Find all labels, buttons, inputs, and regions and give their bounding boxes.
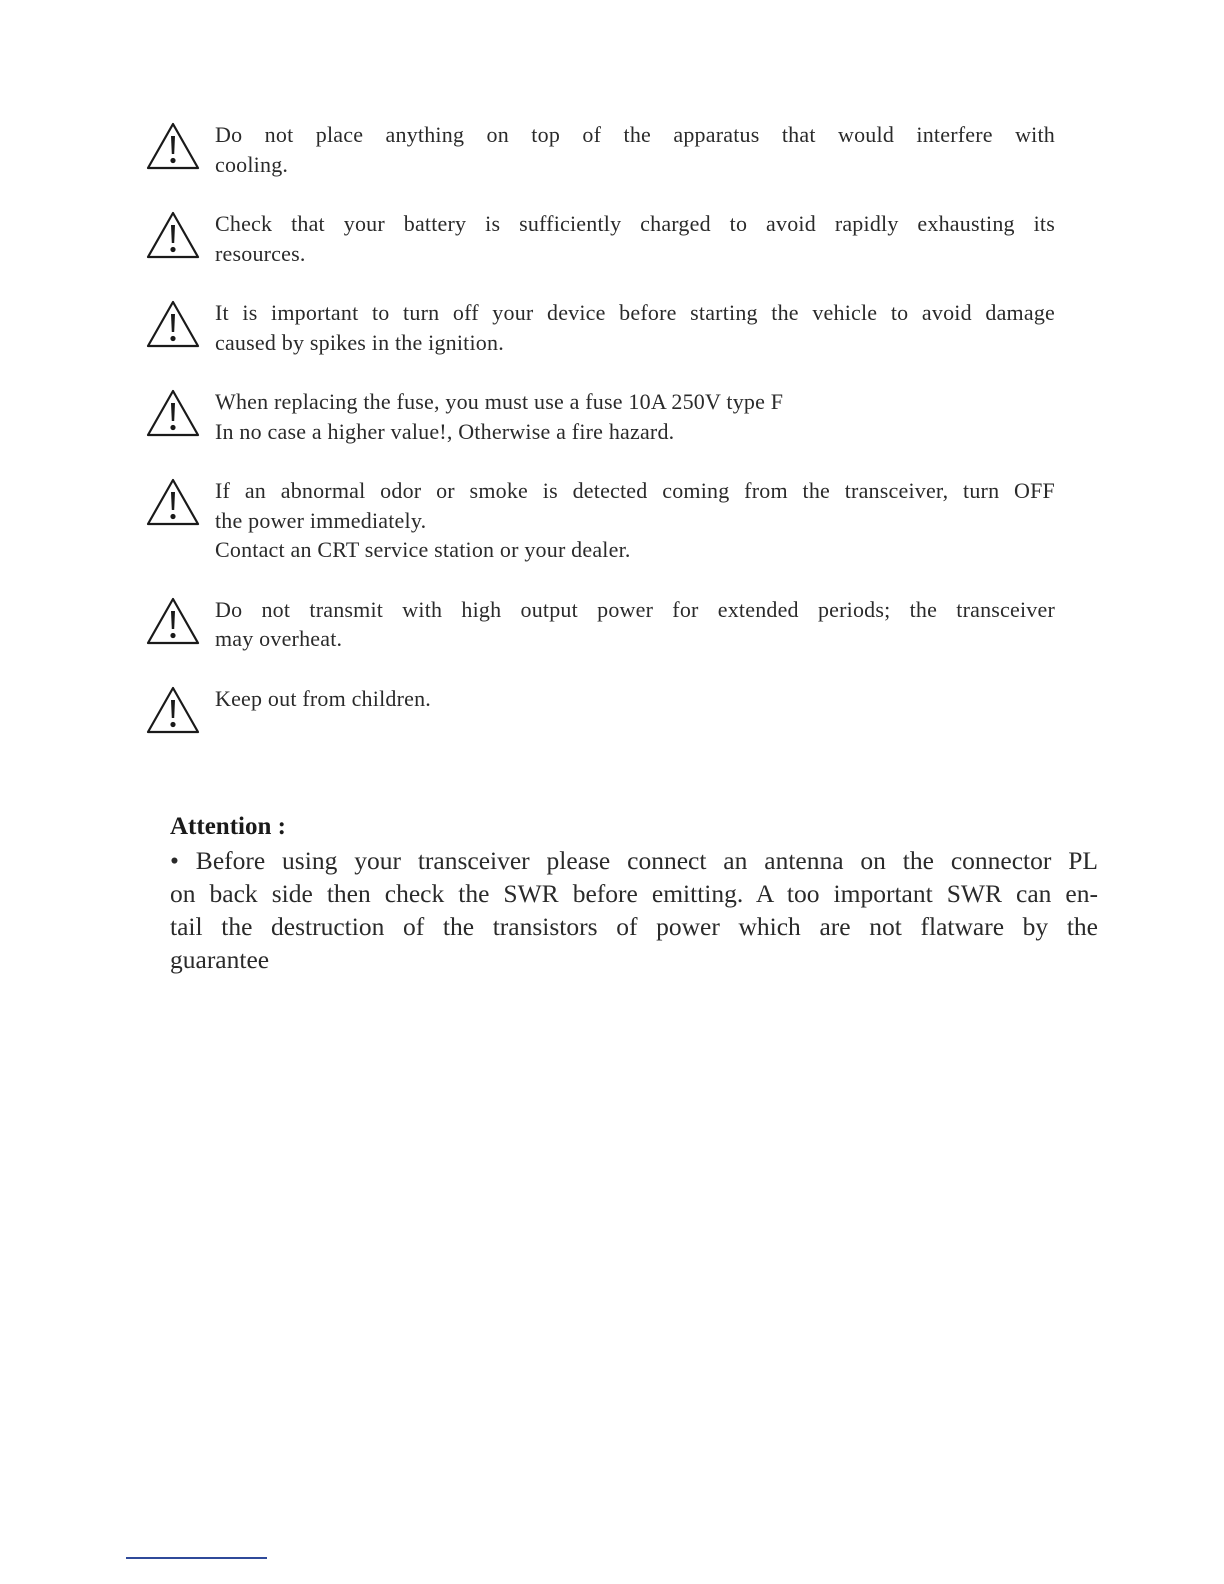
warning-line: If an abnormal odor or smoke is detected coming from the transceiver, turn OFF xyxy=(215,478,1055,503)
attention-line: • Before using your transceiver please connect an antenna on the connector PL xyxy=(170,846,1098,875)
warning-item xyxy=(145,684,1055,736)
attention-section xyxy=(170,810,1098,976)
warning-line: resources. xyxy=(215,240,306,266)
warning-line: cooling. xyxy=(215,151,289,177)
warning-line: Keep out from children. xyxy=(215,685,431,711)
warning-line: It is important to turn off your device before starting the vehicle to avoid damage xyxy=(215,300,1055,325)
warning-triangle-icon xyxy=(145,387,201,439)
warning-line: the power immediately. xyxy=(215,507,427,533)
warning-text xyxy=(215,387,1055,446)
attention-paragraph xyxy=(170,844,1098,976)
warning-triangle-icon xyxy=(145,684,201,736)
warning-item xyxy=(145,387,1055,446)
warning-line: When replacing the fuse, you must use a fuse 10A 250V type F xyxy=(215,389,784,414)
attention-heading: Attention : xyxy=(170,813,286,840)
footer-rule xyxy=(126,1557,267,1559)
warning-triangle-icon xyxy=(145,120,201,172)
warning-line: Do not place anything on top of the apparatus that would interfere with xyxy=(215,122,1055,147)
warning-triangle-icon xyxy=(145,476,201,528)
warning-line: caused by spikes in the ignition. xyxy=(215,329,504,355)
warning-text xyxy=(215,120,1055,179)
warning-item xyxy=(145,209,1055,268)
warning-triangle-icon xyxy=(145,298,201,350)
warning-text xyxy=(215,298,1055,357)
attention-line: tail the destruction of the transistors of power which are not flatware by the xyxy=(170,912,1098,941)
warning-text xyxy=(215,684,1055,714)
attention-line: guarantee xyxy=(170,945,270,974)
attention-line: on back side then check the SWR before emitting. A too important SWR can en- xyxy=(170,879,1098,908)
warning-text xyxy=(215,595,1055,654)
warning-triangle-icon xyxy=(145,595,201,647)
warning-item xyxy=(145,595,1055,654)
warning-line: Contact an CRT service station or your dealer. xyxy=(215,537,631,562)
warning-item xyxy=(145,120,1055,179)
warning-item xyxy=(145,298,1055,357)
warning-line: Do not transmit with high output power for extended periods; the transceiver xyxy=(215,596,1055,622)
warning-text xyxy=(215,476,1055,565)
warning-text xyxy=(215,209,1055,268)
safety-warnings-list xyxy=(145,120,1055,736)
warning-line: may overheat. xyxy=(215,626,343,651)
warning-item xyxy=(145,476,1055,565)
warning-triangle-icon xyxy=(145,209,201,261)
warning-line: Check that your battery is sufficiently charged to avoid rapidly exhausting its xyxy=(215,211,1055,236)
warning-line: In no case a higher value!, Otherwise a fire hazard. xyxy=(215,418,675,444)
